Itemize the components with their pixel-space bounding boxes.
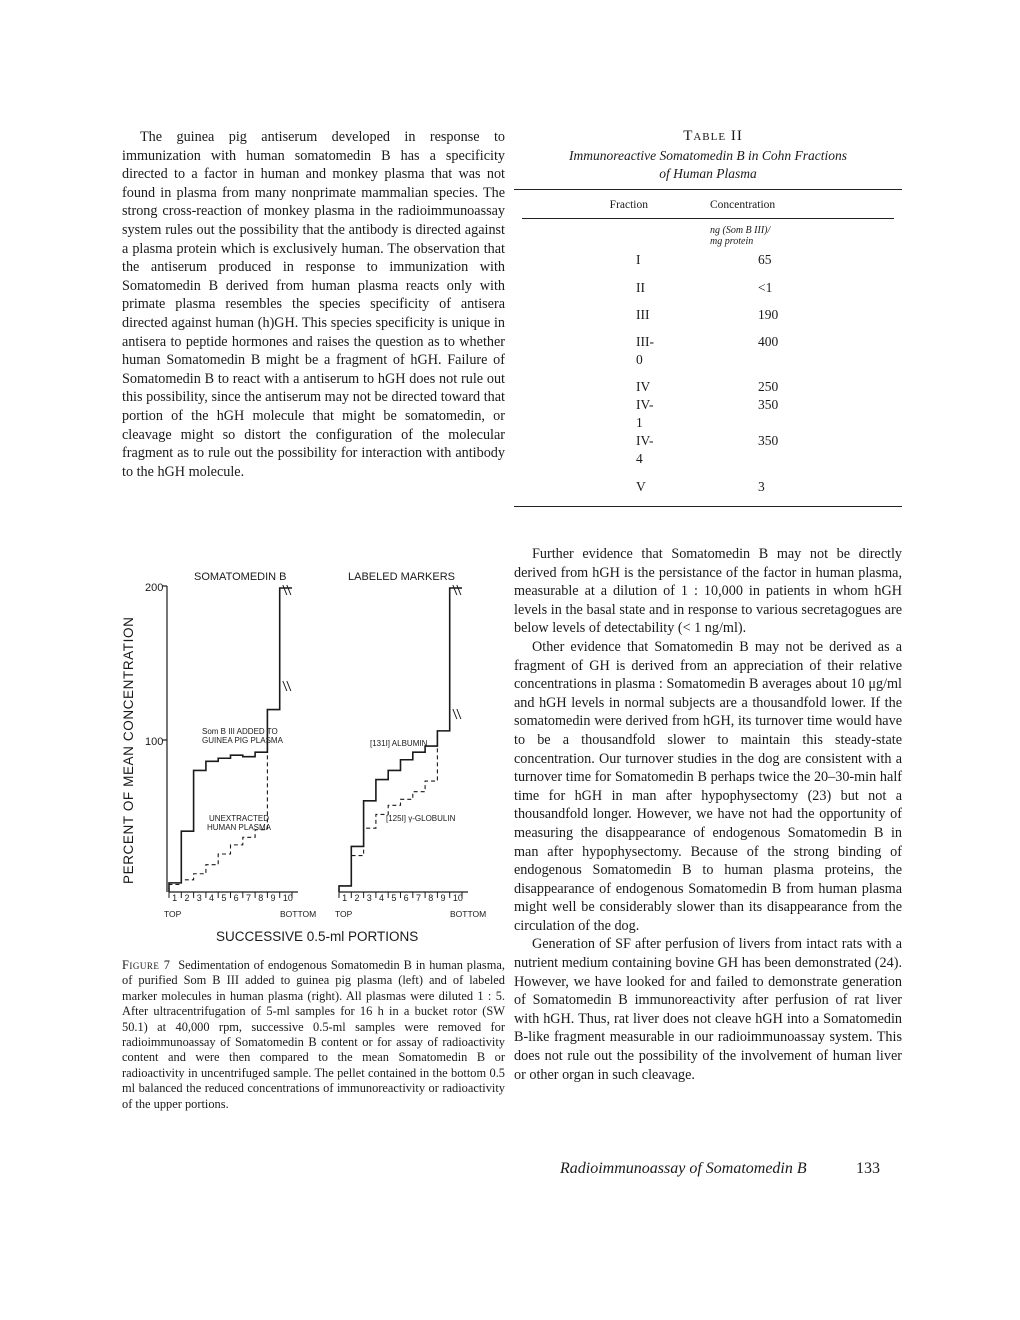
cell-concentration: 250 <box>758 379 779 394</box>
annotation-albumin: [131I] ALBUMIN <box>370 739 428 748</box>
x-tick-label: 7 <box>415 893 421 903</box>
table-row <box>514 279 902 297</box>
bottom-label-left: BOTTOM <box>280 909 317 919</box>
x-tick-label: 5 <box>391 893 397 903</box>
units-line2: mg protein <box>710 236 754 247</box>
table-row <box>514 333 902 369</box>
x-tick-label: 1 <box>342 893 348 903</box>
cell-fraction: II <box>636 280 645 295</box>
right-text-block <box>514 545 902 1084</box>
top-label-left: TOP <box>164 909 182 919</box>
body-paragraph: Further evidence that Somatomedin B may not be directly derived from hGH is the persistance of the factor in human plasma, measurable at a dilution of 1 : 10,000 in patients in whom hGH levels in the basal state and in response to various secretagogues are below levels of detectability (< 1 ng/ml). <box>514 546 902 637</box>
table-caption <box>514 147 902 183</box>
table-body <box>514 251 902 506</box>
cell-concentration: 350 <box>758 433 779 448</box>
x-tick-label: 4 <box>379 893 385 903</box>
units-line1: ng (Som B III)/ <box>710 225 771 236</box>
body-paragraph: Other evidence that Somatomedin B may not be derived as a fragment of GH is derived from an appreciation of their relative concentrations in plasma : Somatomedin B averages about 10 μg/ml and hGH levels in normal subjects are a thousandfold lower. If the somatomedin were derived from hGH, its turnover time would have to be a thousandfold slower to maintain this steady-state concentration. Our turnover studies in the dog are consistent with a turnover time for Somatomedin B perhaps twice the 20–30-min half time for hGH in man after hypophysectomy (23) but not a thousandfold longer. However, we have not had the opportunity of measuring the disappearance of endogenous Somatomedin B in man after hypophysectomy. Because of the strong binding of endogenous Somatomedin B to human plasma proteins, the disappearance of endogenous Somatomedin B from human plasma might well be considerably slower than its disappearance from the circulation of the dog. <box>514 638 902 934</box>
axis-break-mark <box>453 709 461 719</box>
x-tick-label: 8 <box>258 893 264 903</box>
sedimentation-chart <box>112 556 502 950</box>
bottom-label-right: BOTTOM <box>450 909 487 919</box>
y-tick-100: 100 <box>145 736 164 748</box>
cell-concentration: 350 <box>758 397 779 412</box>
annotation-som-b-added-line2: GUINEA PIG PLASMA <box>202 736 283 745</box>
cell-fraction: I <box>636 252 641 267</box>
body-paragraph: Generation of SF after perfusion of livers from intact rats with a nutrient medium containing bovine GH has been demonstrated (24). However, we have looked for and failed to demonstrate generation of Somatomedin B immunoreactivity after perfusion of rat liver with hGH. Thus, rat liver does not cleave hGH into a Somatomedin B-like fragment measurable in our radioimmunoassay system. This does not rule out the possibility of the involvement of human liver or other organ in such cleavage. <box>514 936 902 1083</box>
x-tick-label: 8 <box>428 893 434 903</box>
x-tick-label: 9 <box>440 893 446 903</box>
x-axis-label: SUCCESSIVE 0.5-ml PORTIONS <box>216 929 419 944</box>
cell-fraction: III <box>636 307 650 322</box>
table-caption-line2: of Human Plasma <box>659 166 757 181</box>
table-row <box>514 478 902 496</box>
x-tick-label: 4 <box>209 893 215 903</box>
axis-break-mark <box>283 681 291 691</box>
figure-caption-label: Figure 7 <box>122 958 171 972</box>
annotation-som-b-added-line1: Som B III ADDED TO <box>202 727 278 736</box>
left-panel-title: SOMATOMEDIN B <box>194 571 287 583</box>
cell-concentration: 65 <box>758 252 772 267</box>
table-row <box>514 306 902 324</box>
x-tick-label: 6 <box>233 893 239 903</box>
table-row <box>514 378 902 396</box>
x-tick-label: 1 <box>172 893 178 903</box>
x-tick-label: 5 <box>221 893 227 903</box>
x-tick-label: 3 <box>196 893 202 903</box>
y-tick-200: 200 <box>145 582 164 594</box>
column-header-fraction: Fraction <box>609 199 648 211</box>
running-title: Radioimmunoassay of Somatomedin B <box>560 1160 807 1177</box>
x-tick-label: 9 <box>270 893 276 903</box>
x-tick-label: 2 <box>354 893 360 903</box>
x-tick-label: 7 <box>245 893 251 903</box>
figure-7 <box>112 556 502 950</box>
table-row <box>514 432 902 468</box>
right-column <box>514 128 902 1084</box>
body-paragraph: The guinea pig antiserum developed in response to immunization with human somatomedin B has a specificity directed to a factor in human and monkey plasma that was not found in plasma from many nonprimate mammalian species. The strong cross-reaction of monkey plasma in the radioimmunoassay system rules out the possibility that the antibody is directed against a plasma protein which is exclusively human. The observation that the antiserum produced in response to immunization with Somatomedin B derived from human plasma reacts only with primate plasma resembles the species specificity of antisera directed against human (h)GH. This species specificity is unique in antisera to peptide hormones and raises the question as to whether human Somatomedin B might be a fragment of hGH. Failure of Somatomedin B to react with a antiserum to hGH does not rule out this possibility, since the antiserum may not be directed toward that portion of the hGH molecule that might be somatomedin, or cleavage might so distort the configuration of the molecular fragment as to rule out the possibility for interaction with antibody to the hGH molecule. <box>122 129 505 480</box>
figure-caption <box>122 958 505 1112</box>
cell-fraction: IV-4 <box>636 433 654 466</box>
axis-break-mark <box>283 585 291 595</box>
table-row <box>514 396 902 432</box>
cell-concentration: 190 <box>758 307 779 322</box>
annotation-unextracted-line1: UNEXTRACTED <box>209 814 270 823</box>
cell-fraction: IV <box>636 379 651 394</box>
x-tick-label: 3 <box>366 893 372 903</box>
x-tick-label: 10 <box>282 893 293 903</box>
data-table <box>514 189 902 507</box>
cell-concentration: 400 <box>758 334 779 349</box>
table-row <box>514 251 902 269</box>
cell-fraction: IV-1 <box>636 397 654 430</box>
y-axis-label: PERCENT OF MEAN CONCENTRATION <box>121 616 136 884</box>
column-header-concentration: Concentration <box>710 199 776 211</box>
right-panel-title: LABELED MARKERS <box>348 571 455 583</box>
top-label-right: TOP <box>335 909 353 919</box>
annotation-globulin: [125I] γ-GLOBULIN <box>386 814 456 823</box>
page-footer <box>560 1160 900 1178</box>
cell-fraction: III-0 <box>636 334 654 367</box>
x-tick-label: 10 <box>452 893 463 903</box>
table-title: Table II <box>683 128 743 144</box>
table-header <box>522 190 894 219</box>
cell-concentration: 3 <box>758 479 765 494</box>
table-units <box>514 225 902 247</box>
x-tick-label: 2 <box>184 893 190 903</box>
left-column <box>122 128 505 481</box>
page-number: 133 <box>856 1160 880 1177</box>
axis-break-mark <box>453 585 461 595</box>
x-tick-label: 6 <box>403 893 409 903</box>
cell-concentration: <1 <box>758 280 773 295</box>
cell-fraction: V <box>636 479 646 494</box>
figure-caption-text: Sedimentation of endogenous Somatomedin B in human plasma, of purified Som B III added to guinea pig plasma (left) and of labeled marker molecules in human plasma (right). All plasmas were diluted 1 : 5. After ultracentrifugation of 5-ml samples for 16 h in a bucket rotor (SW 50.1) at 40,000 rpm, successive 0.5-ml samples were removed for radioimmunoassay of Somatomedin B content or for assay of radioactivity content and were then compared to the mean Somatomedin B or radioactivity in uncentrifuged sample. The pellet contained in the bottom 0.5 ml balanced the reduced concentrations of immunoreactivity or radioactivity of the upper portions. <box>122 958 505 1111</box>
annotation-unextracted-line2: HUMAN PLASMA <box>207 823 272 832</box>
table-caption-line1: Immunoreactive Somatomedin B in Cohn Fractions <box>568 148 848 163</box>
